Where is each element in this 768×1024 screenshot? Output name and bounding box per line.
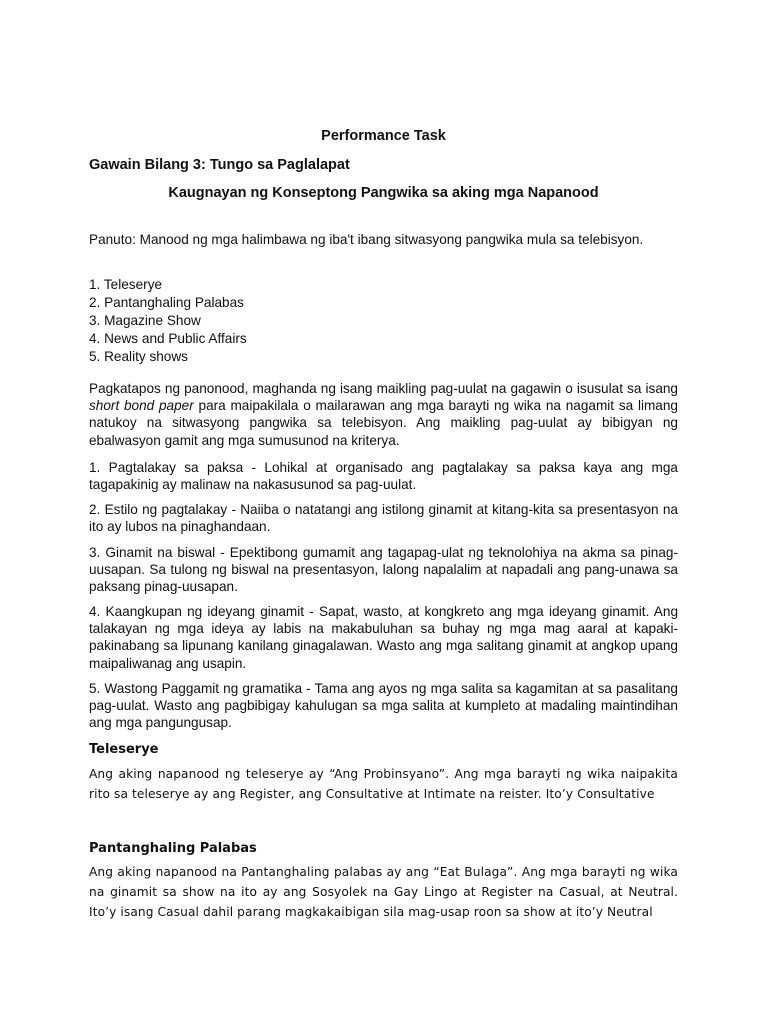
document-title: Performance Task bbox=[321, 128, 446, 144]
situation-list bbox=[89, 276, 678, 366]
instructions-text-rest: para maipakilala o mailarawan ang mga barayti ng wika na nagamit sa limang natukoy na sitwasyong pangwika sa telebisyon. Ang maikling pag-uulat ay bibigyan ng ebalwasyon gamit ang mga sumusunod na kriterya. bbox=[89, 398, 678, 448]
list-item: 1. Teleserye bbox=[89, 277, 163, 292]
criteria-item-3: 3. Ginamit na biswal - Epektibong gumamit ang tagapag-ulat ng teknolohiya na akma sa pinag-uusapan. Sa tulong ng biswal na presentasyon, lalong napalalim at napadali ang pang-unawa sa paksang pinag-uusapan. bbox=[89, 545, 678, 595]
criteria-item-1: 1. Pagtalakay sa paksa - Lohikal at organisado ang pagtalakay sa paksa kaya ang mga tagapakinig ay malinaw na nakasusunod sa pag-uulat. bbox=[89, 460, 678, 493]
list-item: 4. News and Public Affairs bbox=[89, 331, 247, 346]
section-heading: Teleserye bbox=[89, 742, 159, 757]
criteria-item-2: 2. Estilo ng pagtalakay - Naiiba o natatangi ang istilong ginamit at kitang-kita sa presentasyon na ito ay lubos na pinaghandaan. bbox=[89, 502, 678, 535]
section-body: Ang aking napanood ng teleserye ay “Ang Probinsyano”. Ang mga barayti ng wika naipakita rito sa teleserye ay ang Register, ang Consultative at Intimate na reister. Ito’y Consultative bbox=[89, 767, 678, 801]
list-item: 2. Pantanghaling Palabas bbox=[89, 295, 244, 310]
list-item: 5. Reality shows bbox=[89, 349, 188, 364]
instructions-italic: short bond paper bbox=[89, 398, 194, 414]
criteria-item-4: 4. Kaangkupan ng ideyang ginamit - Sapat, wasto, at kongkreto ang mga ideyang ginamit. Ang talakayan ng mga ideya ay labis na makabuluhan sa buhay ng mga mag aaral at kapaki-pakinabang sa lipunang kanilang ginagalawan. Wasto ang mga salitang ginamit at angkop upang maipaliwanag ang usapin. bbox=[89, 604, 678, 671]
instructions-text: Pagkatapos ng panonood, maghanda ng isang maikling pag-uulat na gagawin o isusulat sa isang bbox=[89, 381, 678, 396]
criteria-item-5: 5. Wastong Paggamit ng gramatika - Tama ang ayos ng mga salita sa kagamitan at sa pasalitang pag-uulat. Wasto ang pagbibigay kahulugan sa mga salita at kumpleto at madaling maintindihan ang mga pangungusap. bbox=[89, 681, 678, 731]
section-body: Ang aking napanood na Pantanghaling palabas ay ang “Eat Bulaga”. Ang mga barayti ng wika na ginamit sa show na ito ay ang Sosyolek na Gay Lingo at Register na Casual, at Neutral. Ito’y isang Casual dahil parang magkakaibigan sila mag-usap roon sa show at ito’y Neutral bbox=[89, 865, 678, 919]
section-heading: Pantanghaling Palabas bbox=[89, 841, 257, 856]
gawain-heading: Gawain Bilang 3: Tungo sa Paglalapat bbox=[89, 157, 350, 173]
panuto-paragraph: Panuto: Manood ng mga halimbawa ng iba't ibang sitwasyong pangwika mula sa telebisyon. bbox=[89, 232, 644, 247]
instructions-paragraph bbox=[89, 380, 678, 449]
document-subtitle: Kaugnayan ng Konseptong Pangwika sa aking mga Napanood bbox=[168, 185, 599, 201]
list-item: 3. Magazine Show bbox=[89, 313, 201, 328]
document-page bbox=[89, 0, 678, 1024]
